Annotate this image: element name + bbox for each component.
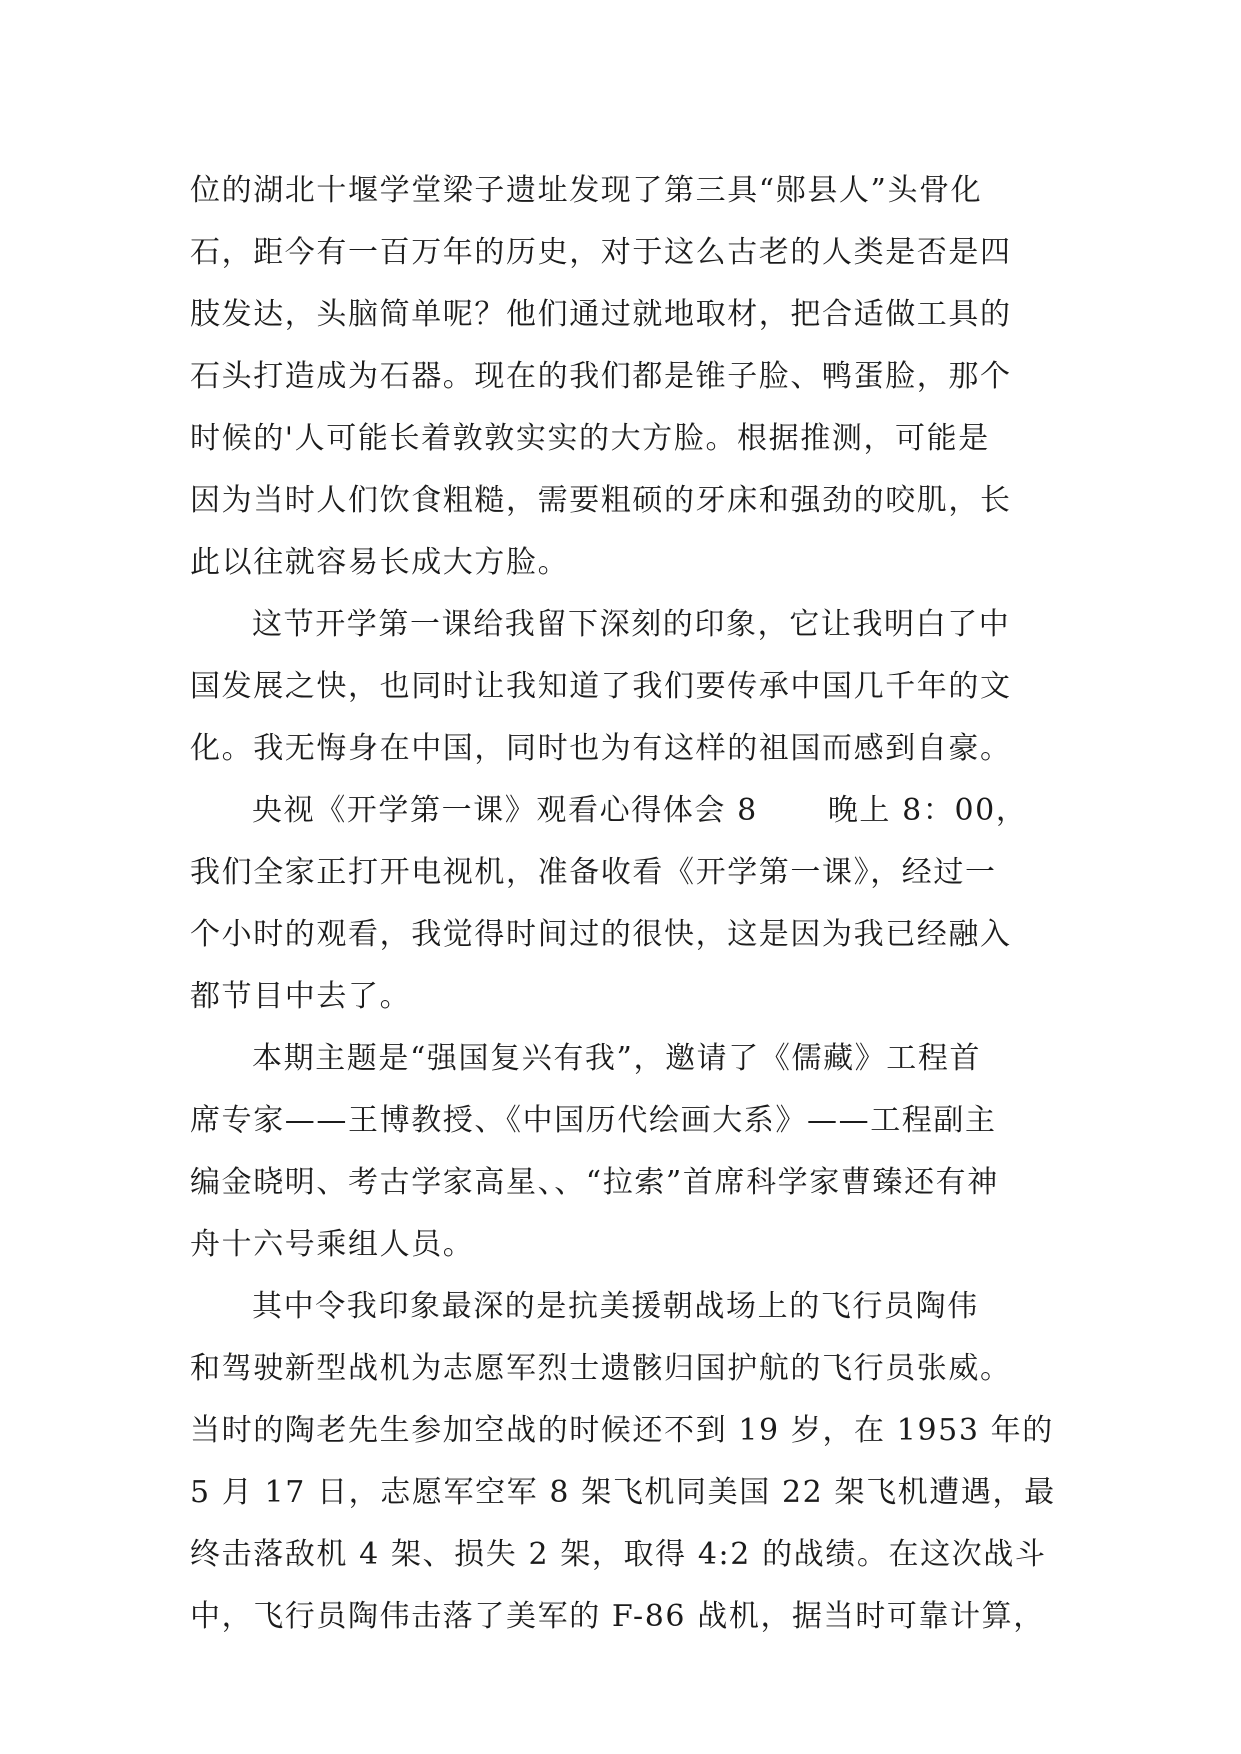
text-line: 位的湖北十堰学堂梁子遗址发现了第三具“郧县人”头骨化 [190, 173, 983, 208]
text-line: 肢发达，头脑简单呢？他们通过就地取材，把合适做工具的 [190, 297, 1012, 332]
section-title: 央视《开学第一课》观看心得体会 8 [252, 793, 758, 828]
text-line: 当时的陶老先生参加空战的时候还不到 19 岁，在 1953 年的 [190, 1413, 1054, 1448]
text-line: 石头打造成为石器。现在的我们都是锥子脸、鸭蛋脸，那个 [190, 359, 1012, 394]
document-body [190, 160, 1060, 1648]
paragraph-skull-fossil [190, 160, 1060, 594]
text-line: 本期主题是“强国复兴有我”，邀请了《儒藏》工程首 [252, 1041, 982, 1076]
text-line: 因为当时人们饮食粗糙，需要粗硕的牙床和强劲的咬肌，长 [190, 483, 1012, 518]
paragraph-pilots [190, 1276, 1060, 1648]
text-line: 化。我无悔身在中国，同时也为有这样的祖国而感到自豪。 [190, 731, 1012, 766]
text-line: 席专家——王博教授、《中国历代绘画大系》——工程副主 [190, 1103, 997, 1138]
text-line: 其中令我印象最深的是抗美援朝战场上的飞行员陶伟 [252, 1289, 979, 1324]
paragraph-theme [190, 1028, 1060, 1276]
text-line: 5 月 17 日，志愿军空军 8 架飞机同美国 22 架飞机遭遇，最 [190, 1475, 1056, 1510]
text-line: 都节目中去了。 [190, 979, 412, 1014]
text-line: 此以往就容易长成大方脸。 [190, 545, 570, 580]
text-line: 石，距今有一百万年的历史，对于这么古老的人类是否是四 [190, 235, 1012, 270]
text-line: 和驾驶新型战机为志愿军烈士遗骸归国护航的飞行员张威。 [190, 1351, 1012, 1386]
text-line: 终击落敌机 4 架、损失 2 架，取得 4:2 的战绩。在这次战斗 [190, 1537, 1047, 1572]
text-line: 编金晓明、考古学家高星、、“拉索”首席科学家曹臻还有神 [190, 1165, 999, 1200]
text-line: 我们全家正打开电视机，准备收看《开学第一课》，经过一 [190, 855, 997, 890]
section-time: 晚上 8：00， [827, 793, 1028, 828]
text-line: 国发展之快，也同时让我知道了我们要传承中国几千年的文 [190, 669, 1012, 704]
paragraph-section-heading [190, 780, 1060, 1028]
text-line: 中，飞行员陶伟击落了美军的 F-86 战机，据当时可靠计算， [190, 1599, 1045, 1634]
section-heading-line [190, 780, 1060, 842]
text-line: 时候的'人可能长着敦敦实实的大方脸。根据推测，可能是 [190, 421, 990, 456]
text-line: 舟十六号乘组人员。 [190, 1227, 475, 1262]
paragraph-impression [190, 594, 1060, 780]
text-line: 这节开学第一课给我留下深刻的印象，它让我明白了中 [252, 607, 1011, 642]
text-line: 个小时的观看，我觉得时间过的很快，这是因为我已经融入 [190, 917, 1012, 952]
